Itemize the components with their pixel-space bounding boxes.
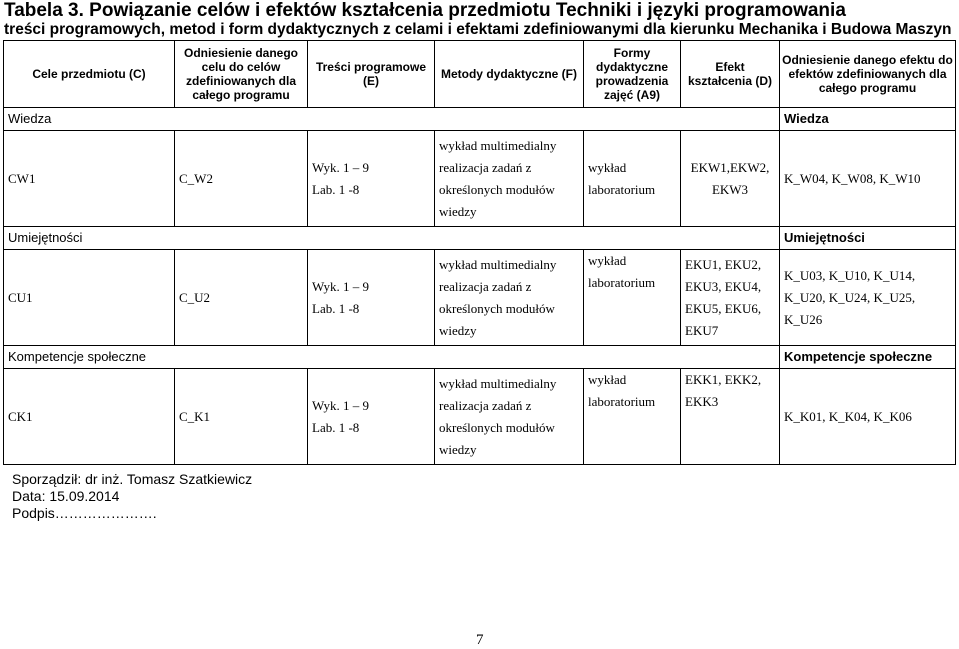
efekt-cell: EKW1,EKW2, EKW3 (681, 131, 780, 227)
cel-cell: CW1 (4, 131, 175, 227)
cel-cell: CK1 (4, 369, 175, 465)
header-efekt: Efekt kształcenia (D) (681, 41, 780, 108)
header-cele: Cele przedmiotu (C) (4, 41, 175, 108)
efekt-cell: EKU1, EKU2, EKU3, EKU4, EKU5, EKU6, EKU7 (681, 250, 780, 346)
section-label-wiedza-right: Wiedza (780, 108, 956, 131)
section-label-umiejetnosci: Umiejętności (4, 227, 780, 250)
section-row-kompetencje (4, 346, 956, 369)
table-row-kompetencje (4, 369, 956, 465)
page-number: 7 (476, 632, 484, 648)
metody-cell: wykład multimedialny realizacja zadań z określonych modułów wiedzy (435, 131, 584, 227)
odniesienie-cell: C_U2 (175, 250, 308, 346)
date-line: Data: 15.09.2014 (12, 488, 120, 504)
author-line: Sporządził: dr inż. Tomasz Szatkiewicz (12, 471, 253, 487)
odniesienie-efektu-cell: K_U03, K_U10, K_U14, K_U20, K_U24, K_U25, K_U26 (780, 250, 956, 346)
odniesienie-cell: C_W2 (175, 131, 308, 227)
formy-cell: wykład laboratorium (584, 250, 681, 346)
formy-cell: wykład laboratorium (584, 369, 681, 465)
odniesienie-efektu-cell: K_W04, K_W08, K_W10 (780, 131, 956, 227)
tresci-cell: Wyk. 1 – 9 Lab. 1 -8 (308, 131, 435, 227)
header-formy: Formy dydaktyczne prowadzenia zajęć (A9) (584, 41, 681, 108)
section-label-kompetencje-right: Kompetencje społeczne (780, 346, 956, 369)
section-row-umiejetnosci (4, 227, 956, 250)
section-row-wiedza (4, 108, 956, 131)
odniesienie-cell: C_K1 (175, 369, 308, 465)
odniesienie-efektu-cell: K_K01, K_K04, K_K06 (780, 369, 956, 465)
footer (12, 471, 252, 522)
section-label-umiejetnosci-right: Umiejętności (780, 227, 956, 250)
formy-cell: wykład laboratorium (584, 131, 681, 227)
signature-line: Podpis…………………. (12, 505, 157, 521)
tresci-cell: Wyk. 1 – 9 Lab. 1 -8 (308, 369, 435, 465)
table-row-wiedza (4, 131, 956, 227)
section-label-wiedza: Wiedza (4, 108, 780, 131)
section-label-kompetencje: Kompetencje społeczne (4, 346, 780, 369)
relations-table (3, 40, 956, 465)
tresci-cell: Wyk. 1 – 9 Lab. 1 -8 (308, 250, 435, 346)
header-odniesienie-efektu: Odniesienie danego efektu do efektów zdefiniowanych dla całego programu (780, 41, 956, 108)
header-metody: Metody dydaktyczne (F) (435, 41, 584, 108)
metody-cell: wykład multimedialny realizacja zadań z określonych modułów wiedzy (435, 369, 584, 465)
table-title: Tabela 3. Powiązanie celów i efektów kształcenia przedmiotu Techniki i języki programowania (4, 0, 846, 21)
cel-cell: CU1 (4, 250, 175, 346)
table-subtitle: treści programowych, metod i form dydaktycznych z celami i efektami zdefiniowanymi dla kierunku Mechanika i Budowa Maszyn (4, 21, 952, 38)
efekt-cell: EKK1, EKK2, EKK3 (681, 369, 780, 465)
metody-cell: wykład multimedialny realizacja zadań z określonych modułów wiedzy (435, 250, 584, 346)
header-odniesienie-celu: Odniesienie danego celu do celów zdefiniowanych dla całego programu (175, 41, 308, 108)
header-tresci: Treści programowe (E) (308, 41, 435, 108)
table-row-umiejetnosci (4, 250, 956, 346)
header-row (4, 41, 956, 108)
